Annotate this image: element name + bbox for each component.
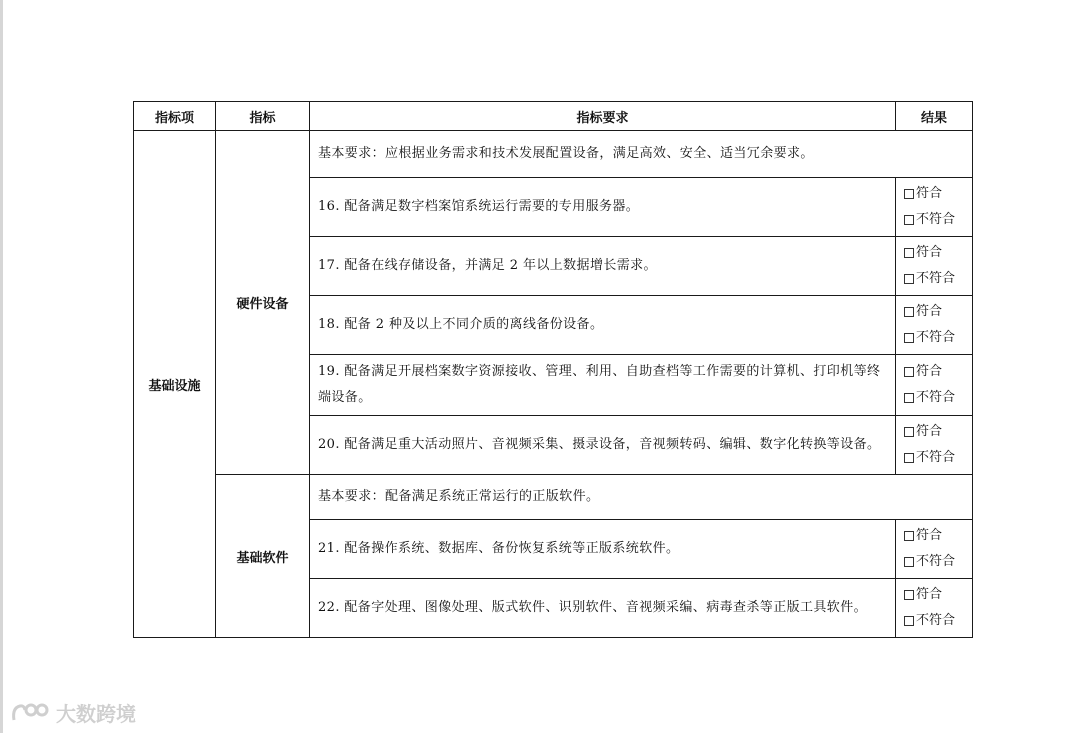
checkbox-fail[interactable] (904, 616, 914, 626)
group-software: 基础软件 (216, 475, 310, 638)
watermark-text: 大数跨境 (56, 702, 136, 726)
option-fail-label: 不符合 (916, 212, 956, 227)
basic-requirement-hardware: 基本要求：应根据业务需求和技术发展配置设备，满足高效、安全、适当冗余要求。 (310, 131, 973, 178)
checkbox-pass[interactable] (904, 307, 914, 317)
checkbox-pass[interactable] (904, 531, 914, 541)
option-fail-label: 不符合 (916, 450, 956, 465)
option-fail-label: 不符合 (916, 330, 956, 345)
watermark (10, 698, 136, 727)
checkbox-fail[interactable] (904, 453, 914, 463)
header-indicator-item: 指标项 (134, 102, 216, 131)
checkbox-pass[interactable] (904, 189, 914, 199)
option-pass-label: 符合 (916, 528, 943, 543)
option-pass-label: 符合 (916, 587, 943, 602)
result-cell (896, 416, 973, 475)
option-fail-label: 不符合 (916, 271, 956, 286)
checkbox-pass[interactable] (904, 590, 914, 600)
requirement-19: 19. 配备满足开展档案数字资源接收、管理、利用、自助查档等工作需要的计算机、打印机等终端设备。 (310, 355, 896, 416)
page-left-edge (0, 0, 3, 733)
table-row (134, 131, 973, 178)
result-cell (896, 579, 973, 638)
checkbox-pass[interactable] (904, 427, 914, 437)
category-cell: 基础设施 (134, 131, 216, 638)
header-result: 结果 (896, 102, 973, 131)
result-cell (896, 296, 973, 355)
header-requirement: 指标要求 (310, 102, 896, 131)
requirement-16: 16. 配备满足数字档案馆系统运行需要的专用服务器。 (310, 178, 896, 237)
option-fail-label: 不符合 (916, 613, 956, 628)
option-pass-label: 符合 (916, 245, 943, 260)
checkbox-fail[interactable] (904, 274, 914, 284)
requirement-21: 21. 配备操作系统、数据库、备份恢复系统等正版系统软件。 (310, 520, 896, 579)
option-fail-label: 不符合 (916, 554, 956, 569)
result-cell (896, 178, 973, 237)
result-cell (896, 237, 973, 296)
checkbox-fail[interactable] (904, 215, 914, 225)
option-pass-label: 符合 (916, 186, 943, 201)
option-pass-label: 符合 (916, 304, 943, 319)
group-hardware: 硬件设备 (216, 131, 310, 475)
requirement-20: 20. 配备满足重大活动照片、音视频采集、摄录设备，音视频转码、编辑、数字化转换等设备。 (310, 416, 896, 475)
requirement-17: 17. 配备在线存储设备，并满足 2 年以上数据增长需求。 (310, 237, 896, 296)
table-row (134, 475, 973, 520)
result-cell (896, 520, 973, 579)
option-pass-label: 符合 (916, 364, 943, 379)
result-cell (896, 355, 973, 416)
option-pass-label: 符合 (916, 424, 943, 439)
requirement-22: 22. 配备字处理、图像处理、版式软件、识别软件、音视频采编、病毒查杀等正版工具软件。 (310, 579, 896, 638)
checkbox-pass[interactable] (904, 248, 914, 258)
checkbox-fail[interactable] (904, 557, 914, 567)
option-fail-label: 不符合 (916, 390, 956, 405)
requirement-18: 18. 配备 2 种及以上不同介质的离线备份设备。 (310, 296, 896, 355)
checkbox-fail[interactable] (904, 333, 914, 343)
header-indicator: 指标 (216, 102, 310, 131)
watermark-logo-icon (10, 700, 50, 726)
table-header-row (134, 102, 973, 131)
checkbox-fail[interactable] (904, 393, 914, 403)
requirements-table (133, 101, 973, 638)
checkbox-pass[interactable] (904, 367, 914, 377)
basic-requirement-software: 基本要求：配备满足系统正常运行的正版软件。 (310, 475, 973, 520)
